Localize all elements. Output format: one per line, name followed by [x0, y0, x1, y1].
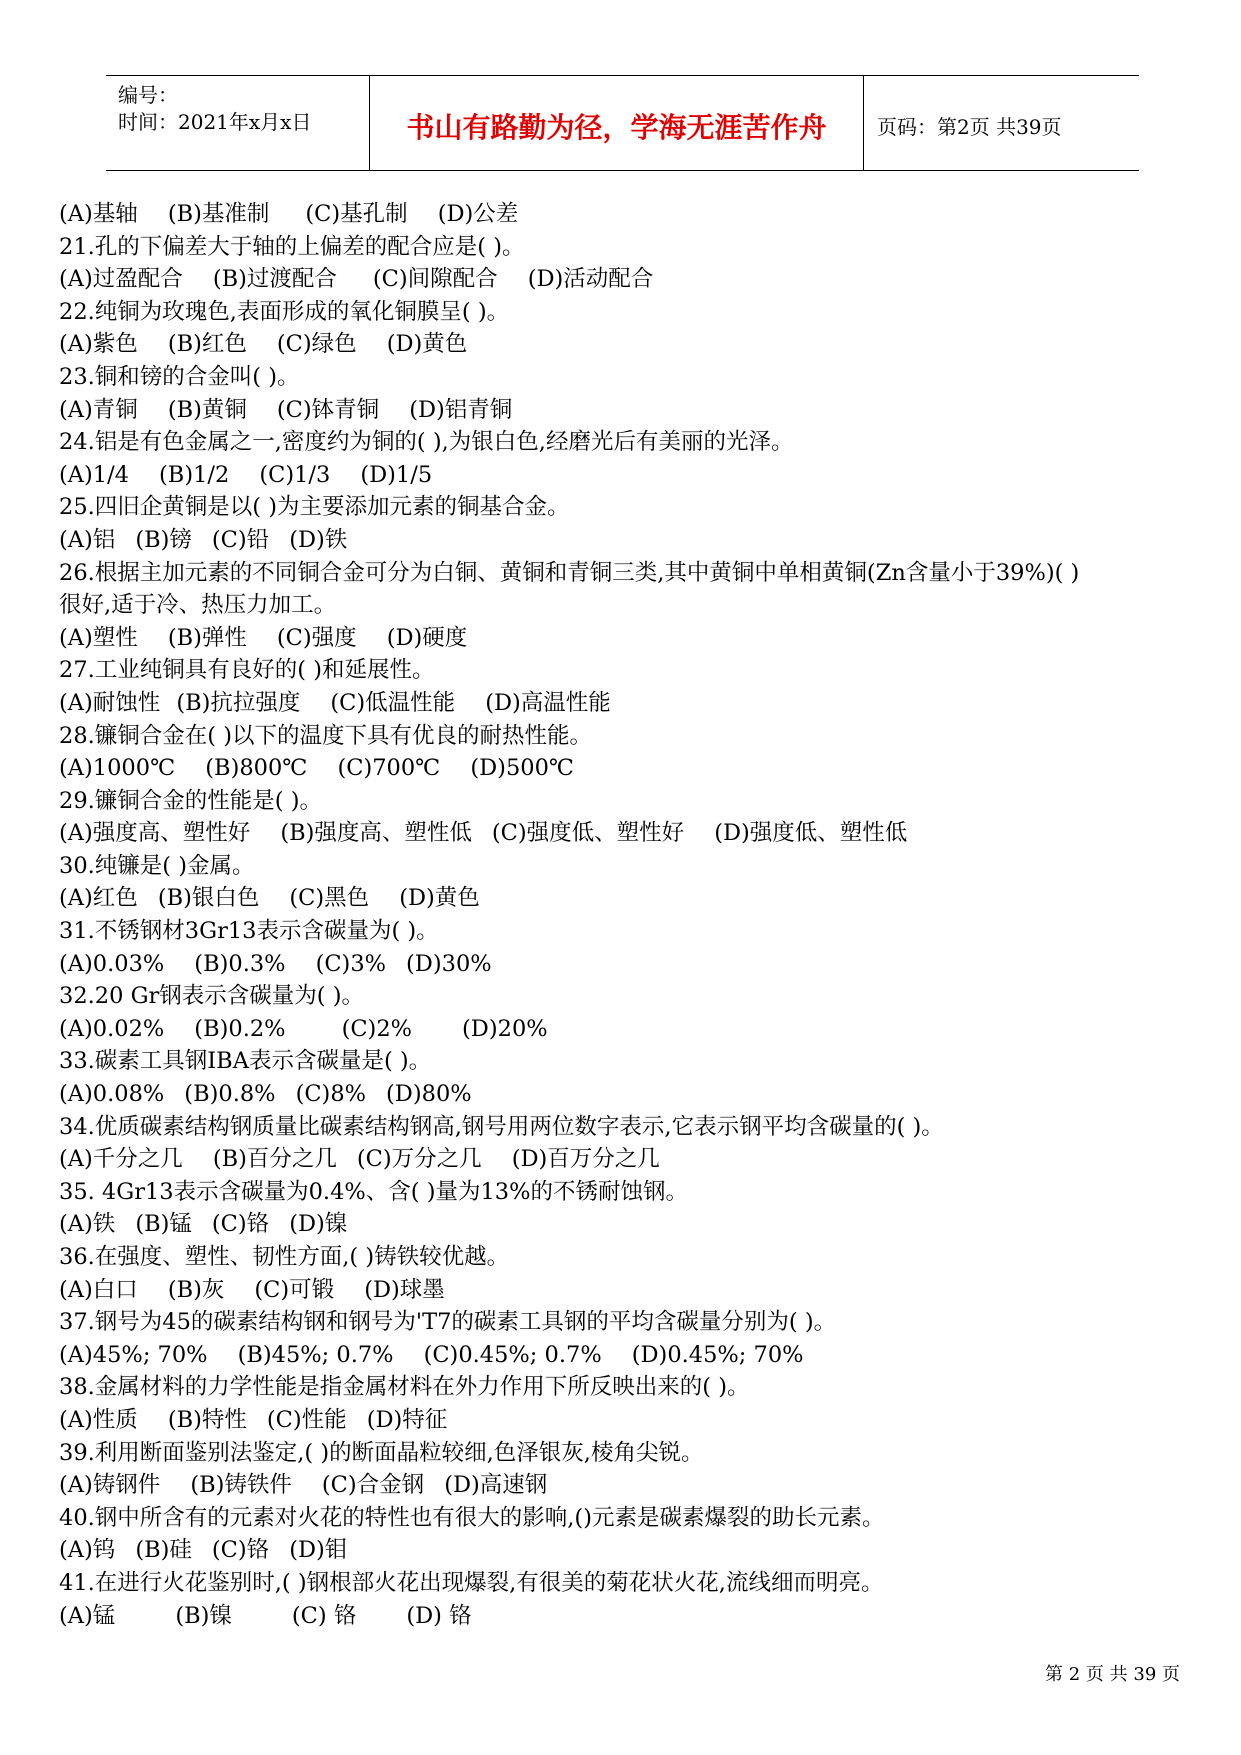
option-a: (A)红色: [59, 885, 138, 912]
option-b: (B)800℃: [205, 755, 308, 782]
option-d: (D)强度低、塑性低: [714, 820, 908, 847]
question-options: [59, 394, 1189, 427]
question-text: 40.钢中所含有的元素对火花的特性也有很大的影响,()元素是碳素爆裂的助长元素。: [59, 1504, 885, 1531]
option-a: (A)紫色: [59, 331, 138, 358]
option-b: (B)0.3%: [194, 950, 286, 977]
question-text: 29.镰铜合金的性能是( )。: [59, 787, 322, 814]
option-a: (A)塑性: [59, 624, 138, 651]
question-text: 22.纯铜为玫瑰色,表面形成的氧化铜膜呈( )。: [59, 298, 510, 325]
option-d: (D)球墨: [364, 1276, 445, 1303]
option-c: (C)铅: [211, 526, 270, 553]
option-c: (C)间隙配合: [372, 266, 498, 293]
header-info-cell: [106, 76, 368, 170]
option-a: (A)铁: [59, 1211, 116, 1238]
option-b: (B)特性: [167, 1406, 247, 1433]
question-options: [59, 1404, 1189, 1437]
option-b: (B)硅: [135, 1537, 192, 1564]
option-c: (C)绿色: [276, 331, 357, 358]
option-b: (B)黄铜: [167, 396, 247, 423]
question-options: [59, 817, 1189, 850]
option-b: (B)强度高、塑性低: [280, 820, 472, 847]
option-a: (A)1000℃: [59, 755, 176, 782]
page-label: 页码：第2页 共39页: [877, 115, 1062, 139]
question-options: [59, 1534, 1189, 1567]
option-c: (C)铬: [211, 1211, 270, 1238]
option-d: (D)高速钢: [444, 1472, 548, 1499]
option-c: (C)8%: [295, 1081, 367, 1108]
question-options: [59, 1469, 1189, 1502]
option-b: (B)1/2: [159, 461, 230, 488]
option-c: (C)基孔制: [305, 201, 408, 227]
option-a: (A)0.03%: [59, 950, 165, 977]
question-options: [59, 263, 1189, 296]
option-c: (C)黑色: [289, 885, 370, 912]
time-label: 时间：2021年x月x日: [118, 110, 312, 134]
option-c: (C)2%: [341, 1015, 413, 1042]
option-a: (A)铝: [59, 526, 116, 553]
option-b: (B)基准制: [167, 201, 270, 227]
question-options: [59, 1013, 1189, 1046]
option-b: (B)弹性: [167, 624, 247, 651]
question-text: 36.在强度、塑性、韧性方面,( )铸铁较优越。: [59, 1244, 510, 1270]
option-c: (C)钵青铜: [276, 396, 380, 423]
option-c: (C)0.45%; 0.7%: [423, 1341, 602, 1368]
question-text: 39.利用断面鉴别法鉴定,( )的断面晶粒较细,色泽银灰,棱角尖锐。: [59, 1439, 704, 1466]
option-c: (C)1/3: [259, 461, 331, 488]
option-d: (D)百万分之几: [511, 1146, 660, 1173]
question-options: [59, 687, 1189, 720]
option-d: (D)500℃: [470, 755, 575, 782]
option-d: (D)铝青铜: [409, 396, 513, 423]
question-options: [59, 1143, 1189, 1176]
question-options: [59, 622, 1189, 655]
option-c: (C)可锻: [254, 1276, 335, 1303]
question-options: [59, 1274, 1189, 1307]
question-text: 32.20 Gr钢表示含碳量为( )。: [59, 983, 365, 1010]
option-d: (D)高温性能: [485, 689, 611, 716]
option-c: (C)合金钢: [321, 1472, 425, 1499]
option-b: (B)45%; 0.7%: [237, 1341, 394, 1368]
option-a: (A)0.02%: [59, 1015, 165, 1042]
option-a: (A)1/4: [59, 461, 130, 488]
question-text: 26.根据主加元素的不同铜合金可分为白铜、黄铜和青铜三类,其中黄铜中单相黄铜(Zn含量小于39%)( ): [59, 559, 1080, 586]
question-options: [59, 948, 1189, 981]
option-b: (B)百分之几: [212, 1146, 337, 1173]
question-text: 21.孔的下偏差大于轴的上偏差的配合应是( )。: [59, 233, 525, 260]
option-d: (D)0.45%; 70%: [631, 1341, 804, 1368]
option-a: (A)过盈配合: [59, 266, 183, 293]
option-d: (D)铁: [289, 526, 348, 553]
question-text-continued: 很好,适于冷、热压力加工。: [59, 592, 337, 619]
option-a: (A)钨: [59, 1537, 116, 1564]
option-c: (C)700℃: [337, 755, 441, 782]
option-d: (D)钼: [289, 1537, 348, 1564]
option-c: (C)铬: [211, 1537, 270, 1564]
option-a: (A)耐蚀性: [59, 689, 161, 716]
option-a: (A)锰: [59, 1602, 116, 1629]
question-options: [59, 882, 1189, 915]
question-text: 38.金属材料的力学性能是指金属材料在外力作用下所反映出来的( )。: [59, 1374, 750, 1401]
question-options: [59, 1339, 1189, 1372]
question-options: [59, 1078, 1189, 1111]
question-text: 30.纯镰是( )金属。: [59, 852, 255, 879]
code-label: 编号：: [118, 83, 178, 107]
header-page-cell: [863, 76, 1139, 170]
page-footer: 第 2 页 共 39 页: [1045, 1664, 1180, 1685]
question-text: 25.四旧企黄铜是以( )为主要添加元素的铜基合金。: [59, 494, 570, 521]
option-d: (D)80%: [386, 1081, 472, 1108]
option-d: (D) 铬: [406, 1602, 472, 1629]
option-b: (B)铸铁件: [190, 1472, 292, 1499]
option-c: (C)强度: [276, 624, 357, 651]
question-text: 34.优质碳素结构钢质量比碳素结构钢高,钢号用两位数字表示,它表示钢平均含碳量的( )。: [59, 1113, 944, 1140]
option-d: (D)20%: [462, 1015, 548, 1042]
option-a: (A)白口: [59, 1276, 138, 1303]
question-text: 28.镰铜合金在( )以下的温度下具有优良的耐热性能。: [59, 722, 592, 749]
intro-options: [59, 198, 1189, 231]
option-d: (D)公差: [437, 201, 519, 227]
option-a: (A)基轴: [59, 201, 138, 227]
question-options: [59, 1208, 1189, 1241]
option-b: (B)锰: [135, 1211, 192, 1238]
option-a: (A)45%; 70%: [59, 1341, 208, 1368]
option-d: (D)镍: [289, 1211, 348, 1238]
option-c: (C)3%: [315, 950, 387, 977]
question-text: 35. 4Gr13表示含碳量为0.4%、含( )量为13%的不锈耐蚀钢。: [59, 1178, 688, 1205]
option-a: (A)0.08%: [59, 1081, 165, 1108]
question-text: 33.碳素工具钢IBA表示含碳量是( )。: [59, 1048, 432, 1075]
option-b: (B)0.2%: [194, 1015, 286, 1042]
option-a: (A)铸钢件: [59, 1472, 161, 1499]
option-b: (B)抗拉强度: [176, 689, 301, 716]
document-header: [106, 75, 1139, 171]
option-b: (B)镍: [175, 1602, 232, 1629]
option-d: (D)黄色: [399, 885, 480, 912]
motto: 书山有路勤为径，学海无涯苦作舟: [406, 111, 827, 144]
question-options: [59, 1600, 1189, 1633]
question-options: [59, 524, 1189, 557]
option-b: (B)银白色: [157, 885, 260, 912]
option-c: (C) 铬: [291, 1602, 357, 1629]
option-d: (D)1/5: [360, 461, 433, 488]
option-a: (A)青铜: [59, 396, 138, 423]
question-text: 41.在进行火花鉴别时,( )钢根部火花出现爆裂,有很美的菊花状火花,流线细而明亮。: [59, 1569, 884, 1596]
option-b: (B)红色: [167, 331, 247, 358]
option-d: (D)30%: [406, 950, 492, 977]
option-c: (C)强度低、塑性好: [491, 820, 685, 847]
question-list: [59, 198, 1189, 1632]
question-text: 37.钢号为45的碳素结构钢和钢号为'T7的碳素工具钢的平均含碳量分别为( )。: [59, 1309, 837, 1336]
question-text: 31.不锈钢材3Gr13表示含碳量为( )。: [59, 918, 439, 945]
option-a: (A)性质: [59, 1406, 138, 1433]
option-c: (C)性能: [266, 1406, 347, 1433]
question-options: [59, 459, 1189, 492]
question-text: 23.铜和镑的合金叫( )。: [59, 363, 300, 390]
option-d: (D)活动配合: [527, 266, 654, 293]
option-b: (B)镑: [135, 526, 192, 553]
option-d: (D)特征: [366, 1406, 448, 1433]
option-c: (C)万分之几: [356, 1146, 482, 1173]
option-a: (A)强度高、塑性好: [59, 820, 251, 847]
option-b: (B)灰: [167, 1276, 225, 1303]
option-d: (D)硬度: [386, 624, 468, 651]
option-b: (B)过渡配合: [212, 266, 337, 293]
option-c: (C)低温性能: [330, 689, 456, 716]
option-b: (B)0.8%: [184, 1081, 276, 1108]
option-a: (A)千分之几: [59, 1146, 183, 1173]
question-text: 27.工业纯铜具有良好的( )和延展性。: [59, 657, 435, 684]
header-motto-cell: [369, 76, 864, 170]
question-options: [59, 328, 1189, 361]
question-text: 24.铝是有色金属之一,密度约为铜的( ),为银白色,经磨光后有美丽的光泽。: [59, 429, 794, 456]
option-d: (D)黄色: [386, 331, 468, 358]
question-options: [59, 752, 1189, 785]
